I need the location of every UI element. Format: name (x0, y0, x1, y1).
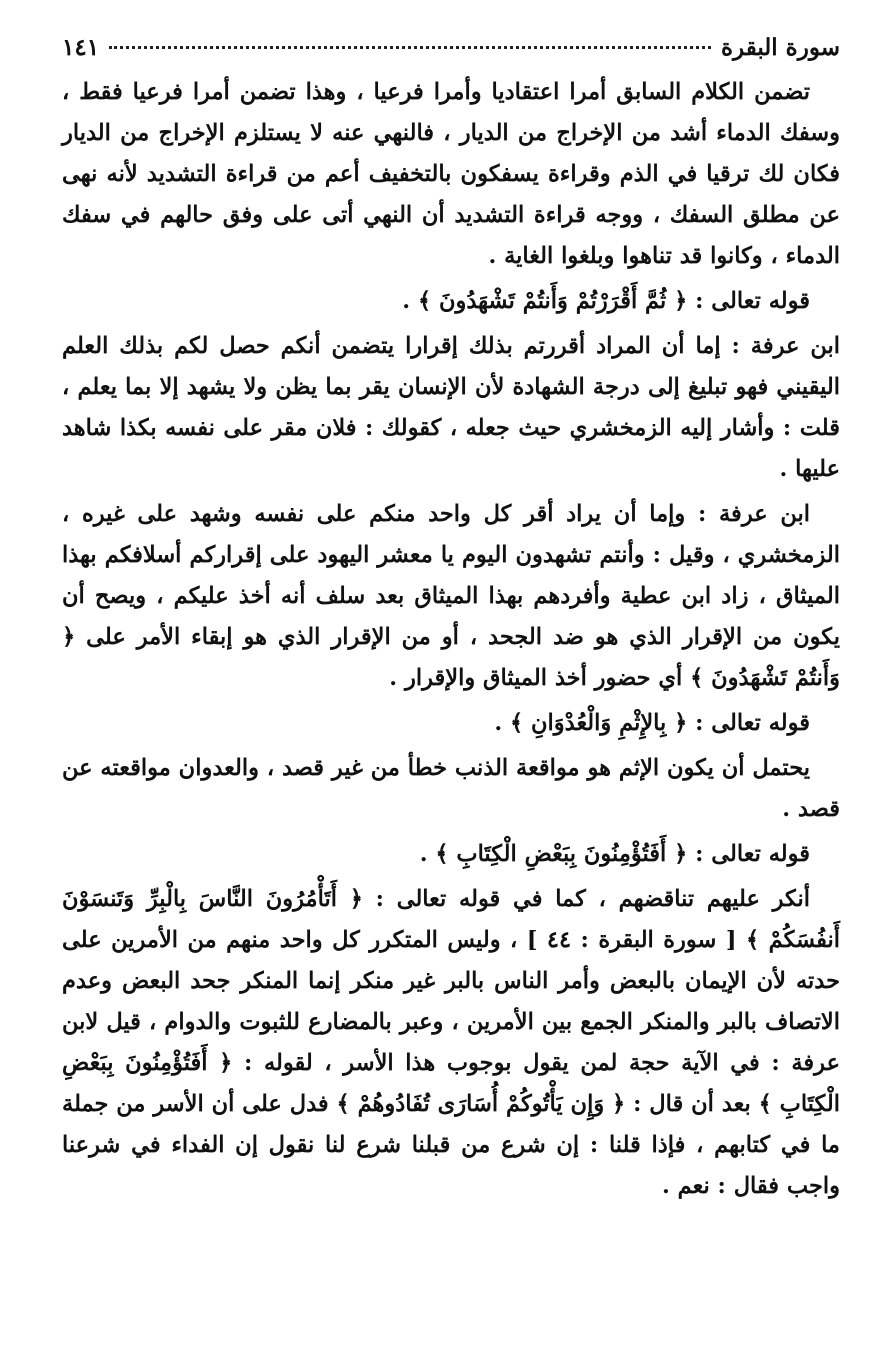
paragraph: تضمن الكلام السابق أمرا اعتقاديا وأمرا فرعيا ، وهذا تضمن أمرا فرعيا فقط ، وسفك الدماء أشد من الإخراج من الديار ، فالنهي عنه لا يستلزم الإخراج من الديار فكان لك ترقيا في الذم وقراءة يسفكون بالتخفيف أعم من قراءة التشديد لأنه نهى عن مطلق السفك ، ووجه قراءة التشديد أن النهي أتى على وفق حالهم في سفك الدماء ، وكانوا قد تناهوا وبلغوا الغاية . (62, 79, 840, 269)
paragraph: ابن عرفة : وإما أن يراد أقر كل واحد منكم على نفسه وشهد على غيره ، الزمخشري ، وقيل : وأنتم تشهدون اليوم يا معشر اليهود على إقراركم أسلافكم بهذا الميثاق ، زاد ابن عطية وأفردهم بهذا الميثاق بعد سلف أنه أخذ عليكم ، ويصح أن يكون من الإقرار الذي هو ضد الجحد ، أو من الإقرار الذي هو إبقاء الأمر على ﴿ وَأَنتُمْ تَشْهَدُونَ ﴾ أي حضور أخذ الميثاق والإقرار . (62, 501, 840, 691)
paragraph: يحتمل أن يكون الإثم هو مواقعة الذنب خطأ من غير قصد ، والعدوان مواقعته عن قصد . (62, 755, 840, 822)
paragraph: أنكر عليهم تناقضهم ، كما في قوله تعالى : ﴿ أَتَأْمُرُونَ النَّاسَ بِالْبِرِّ وَتَنسَوْنَ أَنفُسَكُمْ ﴾ [ سورة البقرة : ٤٤ ] ، وليس المتكرر كل واحد منهم من الأمرين على حدته لأن الإيمان بالبعض وأمر الناس بالبر غير منكر إنما المنكر جحد البعض وعدم الاتصاف بالبر والمنكر الجمع بين الأمرين ، وعبر بالمضارع للثبوت والدوام ، قيل لابن عرفة : في الآية حجة لمن يقول بوجوب هذا الأسر ، لقوله : ﴿ أَفَتُؤْمِنُونَ بِبَعْضِ الْكِتَابِ ﴾ بعد أن قال : ﴿ وَإِن يَأْتُوكُمْ أُسَارَى تُفَادُوهُمْ ﴾ فدل على أن الأسر من جملة ما في كتابهم ، فإذا قلنا : إن شرع من قبلنا شرع لنا نقول إن الفداء في شرعنا واجب فقال : نعم . (62, 886, 840, 1199)
page-body (62, 72, 840, 1211)
verse-heading: قوله تعالى : ﴿ أَفَتُؤْمِنُونَ بِبَعْضِ الْكِتَابِ ﴾ . (419, 841, 810, 867)
page-header (62, 30, 840, 64)
page-number: ١٤١ (62, 33, 100, 61)
header-dotted-leader (109, 45, 711, 49)
verse-heading: قوله تعالى : ﴿ ثُمَّ أَقْرَرْتُمْ وَأَنتُمْ تَشْهَدُونَ ﴾ . (402, 288, 810, 314)
surah-title: سورة البقرة (720, 33, 840, 61)
verse-heading: قوله تعالى : ﴿ بِالإِثْمِ وَالْعُدْوَانِ ﴾ . (494, 710, 810, 736)
paragraph: ابن عرفة : إما أن المراد أقررتم بذلك إقرارا يتضمن أنكم حصل لكم بذلك العلم اليقيني فهو تبليغ إلى درجة الشهادة لأن الإنسان يقر بما يظن ولا يشهد إلا بما يعلم ، قلت : وأشار إليه الزمخشري حيث جعله ، كقولك : فلان مقر على نفسه بكذا شاهد عليها . (62, 333, 840, 482)
